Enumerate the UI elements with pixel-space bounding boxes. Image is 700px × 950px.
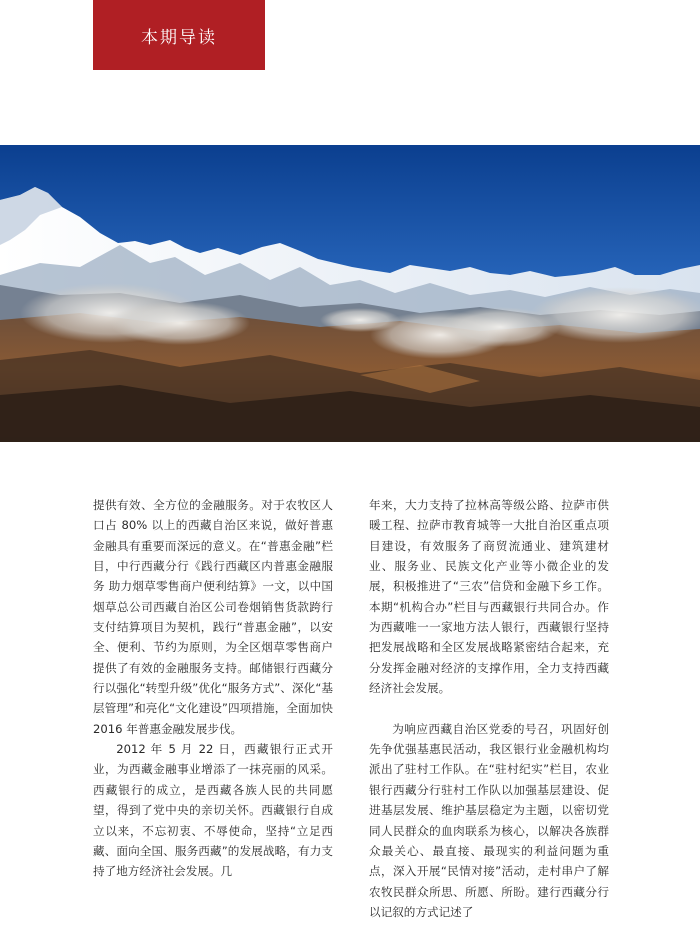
text-column-right <box>369 495 609 922</box>
section-header-tab <box>93 0 265 70</box>
paragraph: 2012 年 5 月 22 日，西藏银行正式开业，为西藏金融事业增添了一抹亮丽的风采。西藏银行的成立，是西藏各族人民的共同愿望，得到了党中央的亲切关怀。西藏银行自成立以来，不忘初衷、不辱使命，坚持“立足西藏、面向全国、服务西藏”的发展战略，有力支持了地方经济社会发展。几 <box>93 742 333 879</box>
hero-photo-snow-mountains <box>0 145 700 442</box>
paragraph: 为响应西藏自治区党委的号召，巩固好创先争优强基惠民活动，我区银行业金融机构均派出了驻村工作队。在“驻村纪实”栏目，农业银行西藏分行驻村工作队以加强基层建设、促进基层发展、维护基层稳定为主题，以密切党同人民群众的血肉联系为核心，以解决各族群众最关心、最直接、最现实的利益问题为重点，深入开展“民情对接”活动，走村串户了解农牧民群众所思、所愿、所盼。建行西藏分行以记叙的方式记述了 <box>369 721 609 919</box>
paragraph: 年来，大力支持了拉林高等级公路、拉萨市供暖工程、拉萨市教育城等一大批自治区重点项目建设，有效服务了商贸流通业、建筑建材业、服务业、民族文化产业等小微企业的发展，积极推进了“三农”信贷和金融下乡工作。本期“机构合办”栏目与西藏银行共同合办。作为西藏唯一一家地方法人银行，西藏银行坚持把发展战略和全区发展战略紧密结合起来，充分发挥金融对经济的支撑作用，全力支持西藏经济社会发展。 <box>369 498 609 696</box>
section-label: 本期导读 <box>141 27 217 48</box>
paragraph: 提供有效、全方位的金融服务。对于农牧区人口占 80% 以上的西藏自治区来说，做好普惠金融具有重要而深远的意义。在“普惠金融”栏目，中行西藏分行《践行西藏区内普惠金融服务 助力烟草零售商户便利结算》一文，以中国烟草总公司西藏自治区公司卷烟销售货款跨行支付结算项目为契机，践行“普惠金融”，以安全、便利、节约为原则，为全区烟草零售商户提供了有效的金融服务支持。邮储银行西藏分行以强化“转型升级”优化“服务方式”、深化“基层管理”和亮化“文化建设”四项措施，全面加快 2016 年普惠金融发展步伐。 <box>93 498 333 736</box>
text-column-left <box>93 495 333 882</box>
